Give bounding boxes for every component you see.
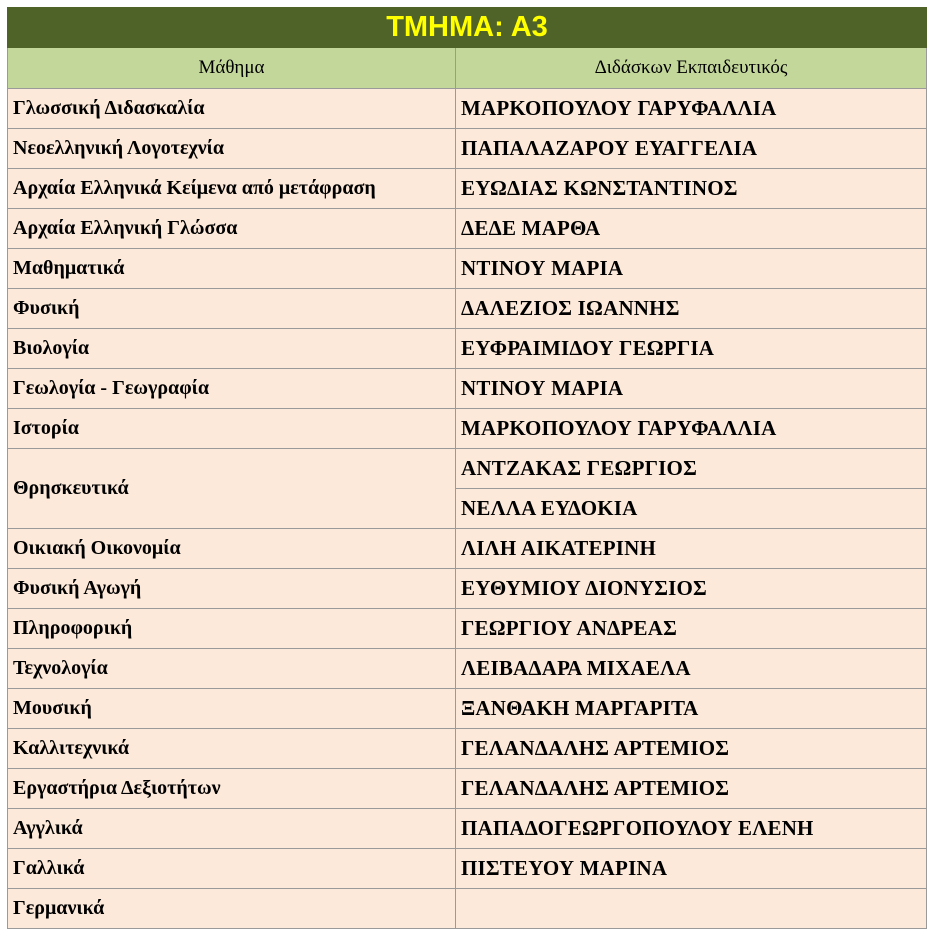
subject-cell: Οικιακή Οικονομία	[8, 529, 456, 569]
table-body	[8, 89, 927, 929]
subject-cell: Γαλλικά	[8, 849, 456, 889]
subject-cell: Καλλιτεχνικά	[8, 729, 456, 769]
teacher-cell: ΓΕΛΑΝΔΑΛΗΣ ΑΡΤΕΜΙΟΣ	[456, 769, 927, 809]
subject-cell: Ιστορία	[8, 409, 456, 449]
table-row	[8, 289, 927, 329]
teacher-cell: ΝΤΙΝΟΥ ΜΑΡΙΑ	[456, 249, 927, 289]
subject-cell: Τεχνολογία	[8, 649, 456, 689]
teacher-cell: ΓΕΩΡΓΙΟΥ ΑΝΔΡΕΑΣ	[456, 609, 927, 649]
subject-cell: Αγγλικά	[8, 809, 456, 849]
subject-cell: Γλωσσική Διδασκαλία	[8, 89, 456, 129]
table-row	[8, 329, 927, 369]
subject-cell: Γεωλογία - Γεωγραφία	[8, 369, 456, 409]
teacher-cell: ΕΥΦΡΑΙΜΙΔΟΥ ΓΕΩΡΓΙΑ	[456, 329, 927, 369]
teacher-cell: ΔΑΛΕΖΙΟΣ ΙΩΑΝΝΗΣ	[456, 289, 927, 329]
table-row	[8, 689, 927, 729]
table-row	[8, 769, 927, 809]
table-row	[8, 449, 927, 489]
table-row	[8, 849, 927, 889]
subject-cell: Θρησκευτικά	[8, 449, 456, 529]
teacher-assignment-sheet	[7, 7, 926, 929]
teacher-cell	[456, 889, 927, 929]
subject-cell: Βιολογία	[8, 329, 456, 369]
table-row	[8, 729, 927, 769]
teacher-cell: ΞΑΝΘΑΚΗ ΜΑΡΓΑΡΙΤΑ	[456, 689, 927, 729]
teacher-cell: ΔΕΔΕ ΜΑΡΘΑ	[456, 209, 927, 249]
table-row	[8, 369, 927, 409]
teacher-cell: ΕΥΘΥΜΙΟΥ ΔΙΟΝΥΣΙΟΣ	[456, 569, 927, 609]
subject-cell: Μουσική	[8, 689, 456, 729]
subject-cell: Φυσική Αγωγή	[8, 569, 456, 609]
table-row	[8, 409, 927, 449]
teacher-cell: ΠΙΣΤΕΥΟΥ ΜΑΡΙΝΑ	[456, 849, 927, 889]
teacher-assignment-table	[7, 7, 927, 929]
title-row	[8, 8, 927, 48]
table-row	[8, 649, 927, 689]
table-row	[8, 809, 927, 849]
teacher-cell: ΝΤΙΝΟΥ ΜΑΡΙΑ	[456, 369, 927, 409]
table-row	[8, 89, 927, 129]
teacher-cell: ΠΑΠΑΛΑΖΑΡΟΥ ΕΥΑΓΓΕΛΙΑ	[456, 129, 927, 169]
teacher-cell: ΠΑΠΑΔΟΓΕΩΡΓΟΠΟΥΛΟΥ ΕΛΕΝΗ	[456, 809, 927, 849]
teacher-cell: ΕΥΩΔΙΑΣ ΚΩΝΣΤΑΝΤΙΝΟΣ	[456, 169, 927, 209]
subject-cell: Μαθηματικά	[8, 249, 456, 289]
subject-cell: Αρχαία Ελληνική Γλώσσα	[8, 209, 456, 249]
subject-cell: Αρχαία Ελληνικά Κείμενα από μετάφραση	[8, 169, 456, 209]
table-row	[8, 569, 927, 609]
teacher-column-header: Διδάσκων Εκπαιδευτικός	[456, 48, 927, 89]
teacher-cell: ΑΝΤΖΑΚΑΣ ΓΕΩΡΓΙΟΣ	[456, 449, 927, 489]
table-row	[8, 609, 927, 649]
table-row	[8, 529, 927, 569]
subject-cell: Γερμανικά	[8, 889, 456, 929]
teacher-cell: ΛΙΛΗ ΑΙΚΑΤΕΡΙΝΗ	[456, 529, 927, 569]
subject-cell: Φυσική	[8, 289, 456, 329]
table-row	[8, 889, 927, 929]
teacher-cell: ΛΕΙΒΑΔΑΡΑ ΜΙΧΑΕΛΑ	[456, 649, 927, 689]
teacher-cell: ΜΑΡΚΟΠΟΥΛΟΥ ΓΑΡΥΦΑΛΛΙΑ	[456, 89, 927, 129]
class-title: ΤΜΗΜΑ: Α3	[8, 8, 927, 48]
table-row	[8, 169, 927, 209]
subject-cell: Πληροφορική	[8, 609, 456, 649]
table-row	[8, 249, 927, 289]
subject-column-header: Μάθημα	[8, 48, 456, 89]
table-row	[8, 129, 927, 169]
subject-cell: Εργαστήρια Δεξιοτήτων	[8, 769, 456, 809]
header-row	[8, 48, 927, 89]
teacher-cell: ΝΕΛΛΑ ΕΥΔΟΚΙΑ	[456, 489, 927, 529]
teacher-cell: ΓΕΛΑΝΔΑΛΗΣ ΑΡΤΕΜΙΟΣ	[456, 729, 927, 769]
subject-cell: Νεοελληνική Λογοτεχνία	[8, 129, 456, 169]
table-row	[8, 209, 927, 249]
teacher-cell: ΜΑΡΚΟΠΟΥΛΟΥ ΓΑΡΥΦΑΛΛΙΑ	[456, 409, 927, 449]
